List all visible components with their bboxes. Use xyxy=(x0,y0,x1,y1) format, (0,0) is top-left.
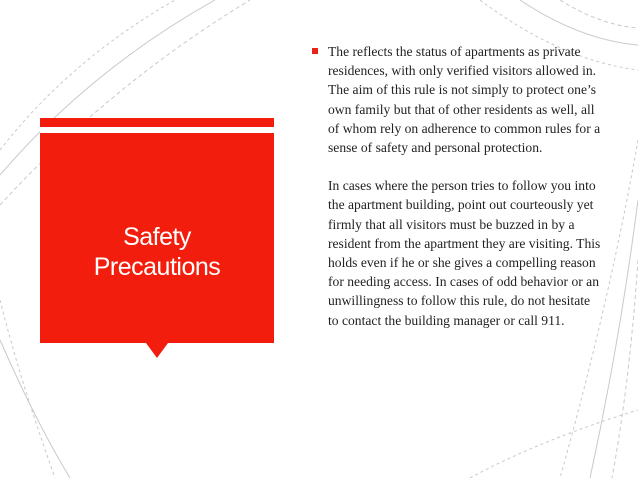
title-panel-divider xyxy=(40,127,274,133)
bullet-item xyxy=(312,42,602,330)
slide-title xyxy=(40,222,274,282)
slide-title-line2: Precautions xyxy=(93,253,221,281)
paragraph-spacer xyxy=(328,157,602,176)
body-text xyxy=(312,42,602,330)
paragraph-1: The reflects the status of apartments as private residences, with only verified visitors allowed in. The aim of this rule is not simply to protect one’s own family but that of other residents as well, all of whom rely on adherence to common rules for a sense of safety and personal protection. xyxy=(328,44,601,156)
paragraph-2: In cases where the person tries to follow you into the apartment building, point out courteously yet firmly that all visitors must be buzzed in by a resident from the apartment they are visiting. This holds even if he or she gives a compelling reason for needing access. In cases of odd behavior or an unwillingness to follow this rule, do not hesitate to contact the building manager or call 911. xyxy=(328,178,601,328)
title-panel-pointer xyxy=(146,343,168,358)
square-bullet-icon xyxy=(312,48,318,54)
slide-title-line1: Safety xyxy=(123,223,191,251)
